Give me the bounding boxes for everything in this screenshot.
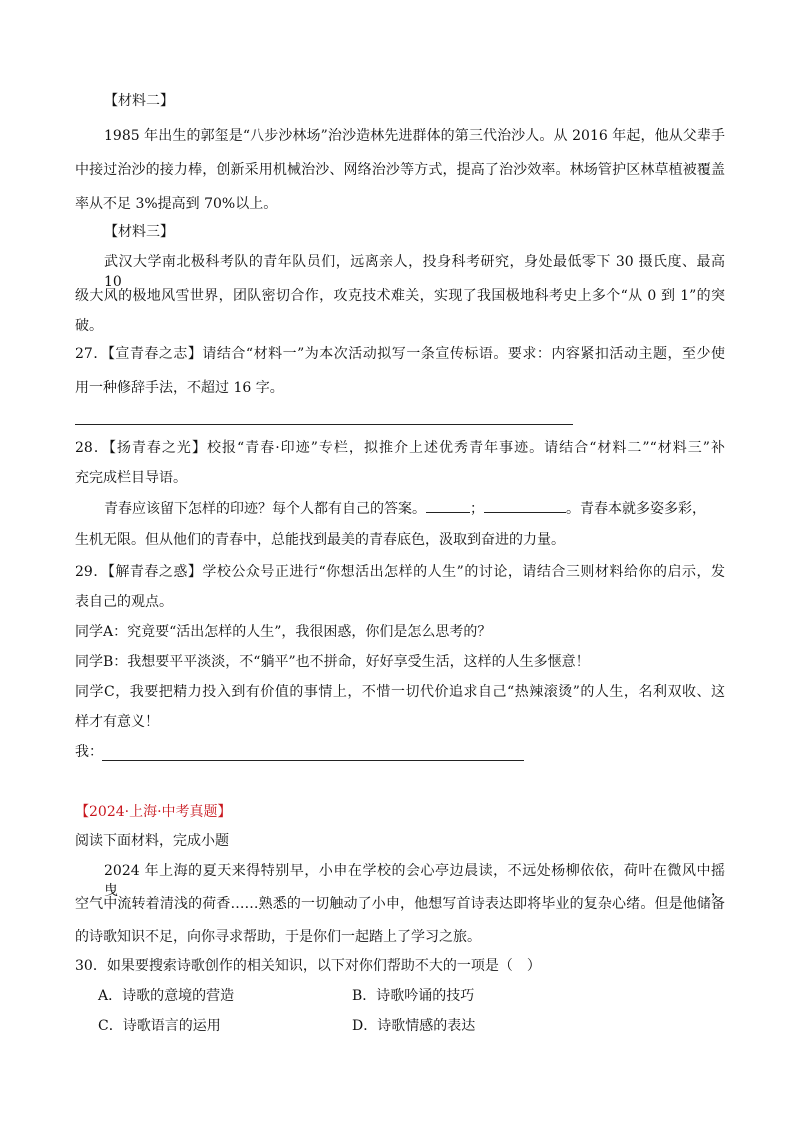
section-instruction: 阅读下面材料，完成小题 xyxy=(75,833,229,849)
passage-line-2: 空气中流转着清浅的荷香……熟悉的一切触动了小申，他想写首诗表达即将毕业的复杂心绪。但是他储备 xyxy=(75,896,725,912)
q30-option-a[interactable]: A．诗歌的意境的营造 xyxy=(98,988,235,1004)
passage-line-3: 的诗歌知识不足，向你寻求帮助，于是你们一起踏上了学习之旅。 xyxy=(75,929,481,945)
q28-guide-separator: ； xyxy=(470,501,484,517)
q29-answer-line[interactable] xyxy=(102,760,524,761)
q29-student-a: 同学A：究竟要“活出怎样的人生”，我很困惑，你们是怎么思考的？ xyxy=(75,624,492,640)
q29-me-label: 我： xyxy=(75,744,103,760)
material3-line-3: 破。 xyxy=(75,318,103,334)
q30-option-b[interactable]: B．诗歌吟诵的技巧 xyxy=(352,988,475,1004)
passage-line-1: 2024 年上海的夏天来得特别早，小申在学校的会心亭边晨读，不远处杨柳依依，荷叶在微风中摇曳， xyxy=(104,863,725,899)
material3-line-1: 武汉大学南北极科考队的青年队员们，远离亲人，投身科考研究，身处最低零下 30 摄氏度、最高 10 xyxy=(104,254,725,290)
q27-line-2: 用一种修辞手法，不超过 16 字。 xyxy=(75,380,284,396)
q29-student-c-line-1: 同学C，我要把精力投入到有价值的事情上，不惜一切代价追求自己“热辣滚烫”的人生，名利双收、这 xyxy=(75,684,725,700)
q29-student-c-line-2: 样才有意义！ xyxy=(75,714,159,730)
q28-line-1: 28．【扬青春之光】校报“青春·印迹”专栏，拟推介上述优秀青年事迹。请结合“材料二”“材料三”补 xyxy=(75,440,725,456)
q29-line-2: 表自己的观点。 xyxy=(75,594,173,610)
q28-guide-line-1 xyxy=(104,498,725,519)
material2-heading: 【材料二】 xyxy=(104,93,174,109)
q28-guide-text-1: 青春应该留下怎样的印迹？每个人都有自己的答案。 xyxy=(104,501,426,517)
section-tag: 【2024·上海·中考真题】 xyxy=(75,804,232,820)
q29-line-1: 29．【解青春之惑】学校公众号正进行“你想活出怎样的人生”的讨论，请结合三则材料给你的启示，发 xyxy=(75,564,725,580)
q28-line-2: 充完成栏目导语。 xyxy=(75,470,187,486)
q30-option-c[interactable]: C．诗歌语言的运用 xyxy=(98,1018,221,1034)
q28-guide-text-2: 。青春本就多姿多彩， xyxy=(566,501,706,517)
q28-guide-line-2: 生机无限。但从他们的青春中，总能找到最美的青春底色，汲取到奋进的力量。 xyxy=(75,532,565,548)
material2-line-1: 1985 年出生的郭玺是“八步沙林场”治沙造林先进群体的第三代治沙人。从 2016 年起，他从父辈手 xyxy=(104,128,725,144)
material3-line-2: 级大风的极地风雪世界，团队密切合作，攻克技术难关，实现了我国极地科考史上多个“从 0 到 1”的突 xyxy=(75,288,725,304)
q27-line-1: 27．【宣青春之志】请结合“材料一”为本次活动拟写一条宣传标语。要求：内容紧扣活动主题，至少使 xyxy=(75,346,725,362)
q29-student-b: 同学B：我想要平平淡淡，不“躺平”也不拼命，好好享受生活，这样的人生多惬意！ xyxy=(75,654,590,670)
q30-stem: 30．如果要搜索诗歌创作的相关知识，以下对你们帮助不大的一项是（ ） xyxy=(75,958,541,974)
material2-line-2: 中接过治沙的接力棒，创新采用机械治沙、网络治沙等方式，提高了治沙效率。林场管护区林草植被覆盖 xyxy=(75,162,725,178)
material3-heading: 【材料三】 xyxy=(104,224,174,240)
q27-answer-line[interactable] xyxy=(75,424,573,425)
q28-blank-1[interactable] xyxy=(426,498,470,513)
q30-option-d[interactable]: D．诗歌情感的表达 xyxy=(352,1018,476,1034)
material2-line-3: 率从不足 3%提高到 70%以上。 xyxy=(75,196,278,212)
q28-blank-2[interactable] xyxy=(484,498,566,513)
